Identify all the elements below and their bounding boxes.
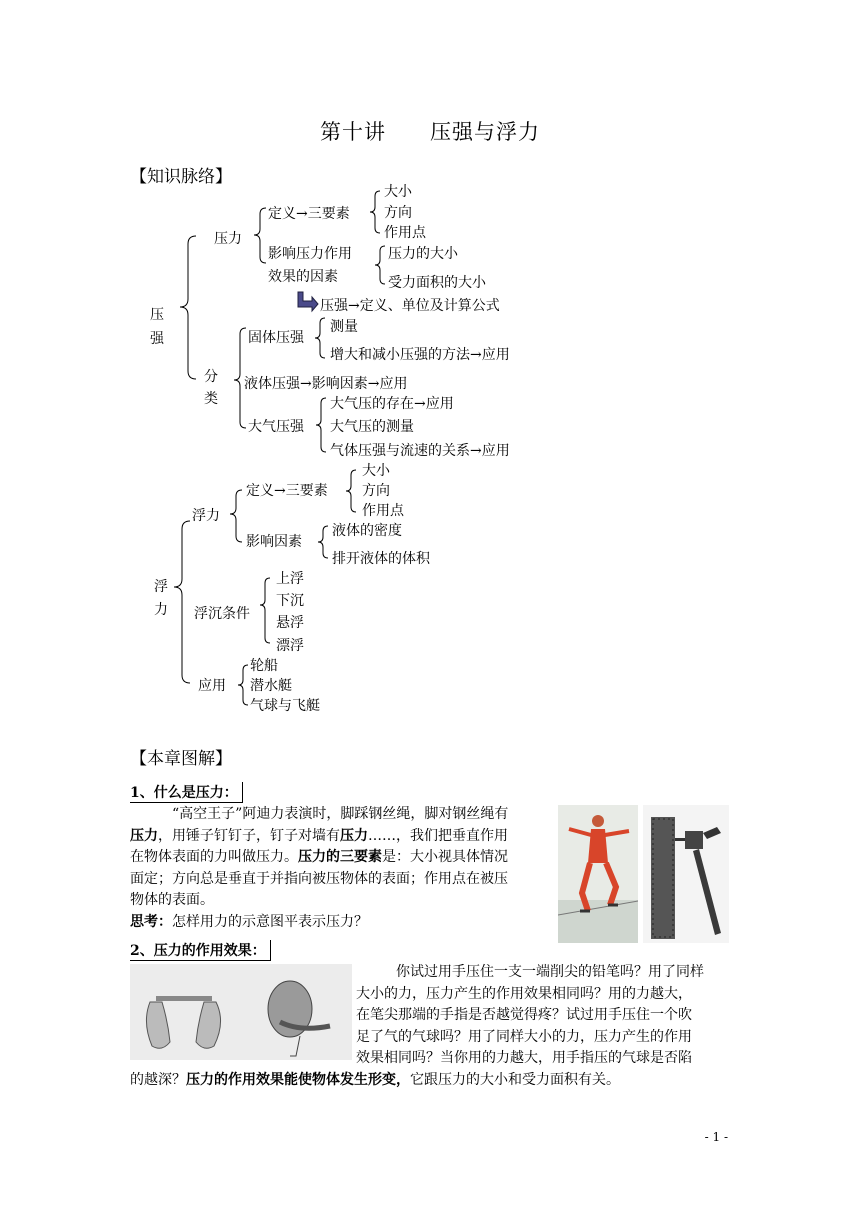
tree-leaf-measure: 测量 <box>330 319 358 335</box>
section-heading-knowledge: 【知识脉络】 <box>130 167 232 187</box>
tree-node-effect-1: 影响压力作用 <box>268 246 352 262</box>
tree-leaf-direction: 方向 <box>384 205 412 221</box>
tree-node-application: 应用 <box>198 678 226 694</box>
tree-node-solid: 固体压强 <box>248 330 304 346</box>
tree-root-pressure-1: 压 <box>150 307 164 323</box>
para-line: 压力，用锤子钉钉子，钉子对墙有压力……，我们把垂直作用 <box>130 827 508 844</box>
para-line: 效果相同吗？当你用的力越大，用手指压的气球是否陷 <box>356 1050 692 1066</box>
tree-node-b-factor: 影响因素 <box>246 534 302 550</box>
tree-leaf-atmos-exist: 大气压的存在→应用 <box>330 396 454 412</box>
page-title: 第十讲 压强与浮力 <box>320 120 540 144</box>
tree-leaf-atmos-flow: 气体压强与流速的关系→应用 <box>330 443 510 459</box>
tree-leaf-force-area: 受力面积的大小 <box>388 275 486 291</box>
tree-node-liquid: 液体压强→影响因素→应用 <box>244 376 408 392</box>
tree-root-buoy-1: 浮 <box>154 579 168 595</box>
tree-leaf-b-volume: 排开液体的体积 <box>332 551 430 567</box>
para-line: 物体的表面。 <box>130 892 214 908</box>
tree-leaf-force-size: 压力的大小 <box>388 246 458 262</box>
tree-node-sink: 浮沉条件 <box>194 606 250 622</box>
paragraph-pressure-effect <box>130 962 730 1091</box>
para-line: 面定；方向总是垂直于并指向被压物体的表面；作用点在被压 <box>130 870 508 887</box>
para-line: 在笔尖那端的手指是否越觉得疼？试过用手压住一个吹 <box>356 1007 692 1023</box>
tree-root-pressure-2: 强 <box>150 331 164 347</box>
tree-leaf-rise: 上浮 <box>276 571 304 587</box>
tree-node-fenlei-1: 分 <box>204 369 218 385</box>
section-heading-diagrams: 【本章图解】 <box>130 749 232 769</box>
tree-node-definition: 定义→三要素 <box>268 206 350 222</box>
subsection-heading-2: 2、压力的作用效果： <box>130 940 271 961</box>
para-line: 你试过用手压住一支一端削尖的铅笔吗？用了同样 <box>396 964 704 980</box>
tree-node-atmos: 大气压强 <box>248 419 304 435</box>
tree-node-fenlei-2: 类 <box>204 391 218 407</box>
tree-node-yali: 压力 <box>214 231 242 247</box>
para-line: 大小的力，压力产生的作用效果相同吗？用的力越大， <box>356 985 692 1002</box>
tree-node-effect-2: 效果的因素 <box>268 269 338 285</box>
tree-leaf-size: 大小 <box>384 184 412 200</box>
tree-node-b-definition: 定义→三要素 <box>246 483 328 499</box>
tree-node-yaqiang: 压强→定义、单位及计算公式 <box>320 298 500 314</box>
tree-leaf-incdec: 增大和减小压强的方法→应用 <box>330 347 510 363</box>
tree-leaf-suspend: 悬浮 <box>276 615 304 631</box>
tree-leaf-atmos-measure: 大气压的测量 <box>330 419 414 435</box>
tree-leaf-b-direction: 方向 <box>362 483 390 499</box>
think-line: 思考：怎样用力的示意图平表示压力？ <box>130 913 368 930</box>
paragraph-pressure-definition <box>130 804 550 933</box>
hammer-nail-image <box>643 805 729 943</box>
tightrope-walker-image <box>558 805 638 943</box>
tree-leaf-float: 漂浮 <box>276 638 304 654</box>
tree-leaf-b-point: 作用点 <box>362 503 404 519</box>
tree-leaf-point: 作用点 <box>384 225 426 241</box>
tree-leaf-b-density: 液体的密度 <box>332 523 402 539</box>
tree-leaf-balloon: 气球与飞艇 <box>250 698 320 714</box>
tree-root-buoy-2: 力 <box>154 602 168 618</box>
tree-leaf-submarine: 潜水艇 <box>250 678 292 694</box>
tree-leaf-sink: 下沉 <box>276 593 304 609</box>
tree-node-fuli: 浮力 <box>192 508 220 524</box>
tree-leaf-ship: 轮船 <box>250 658 278 674</box>
para-line: “高空王子”阿迪力表演时，脚踩钢丝绳，脚对钢丝绳有 <box>172 806 509 822</box>
para-line: 在物体表面的力叫做压力。压力的三要素是：大小视具体情况 <box>130 849 508 865</box>
para-line: 的越深？压力的作用效果能使物体发生形变，它跟压力的大小和受力面积有关。 <box>130 1071 620 1088</box>
para-line: 足了气的气球吗？用了同样大小的力，压力产生的作用 <box>356 1028 692 1045</box>
subsection-heading-1: 1、什么是压力： <box>130 782 243 803</box>
tree-leaf-b-size: 大小 <box>362 463 390 479</box>
page-number: - 1 - <box>704 1130 728 1144</box>
